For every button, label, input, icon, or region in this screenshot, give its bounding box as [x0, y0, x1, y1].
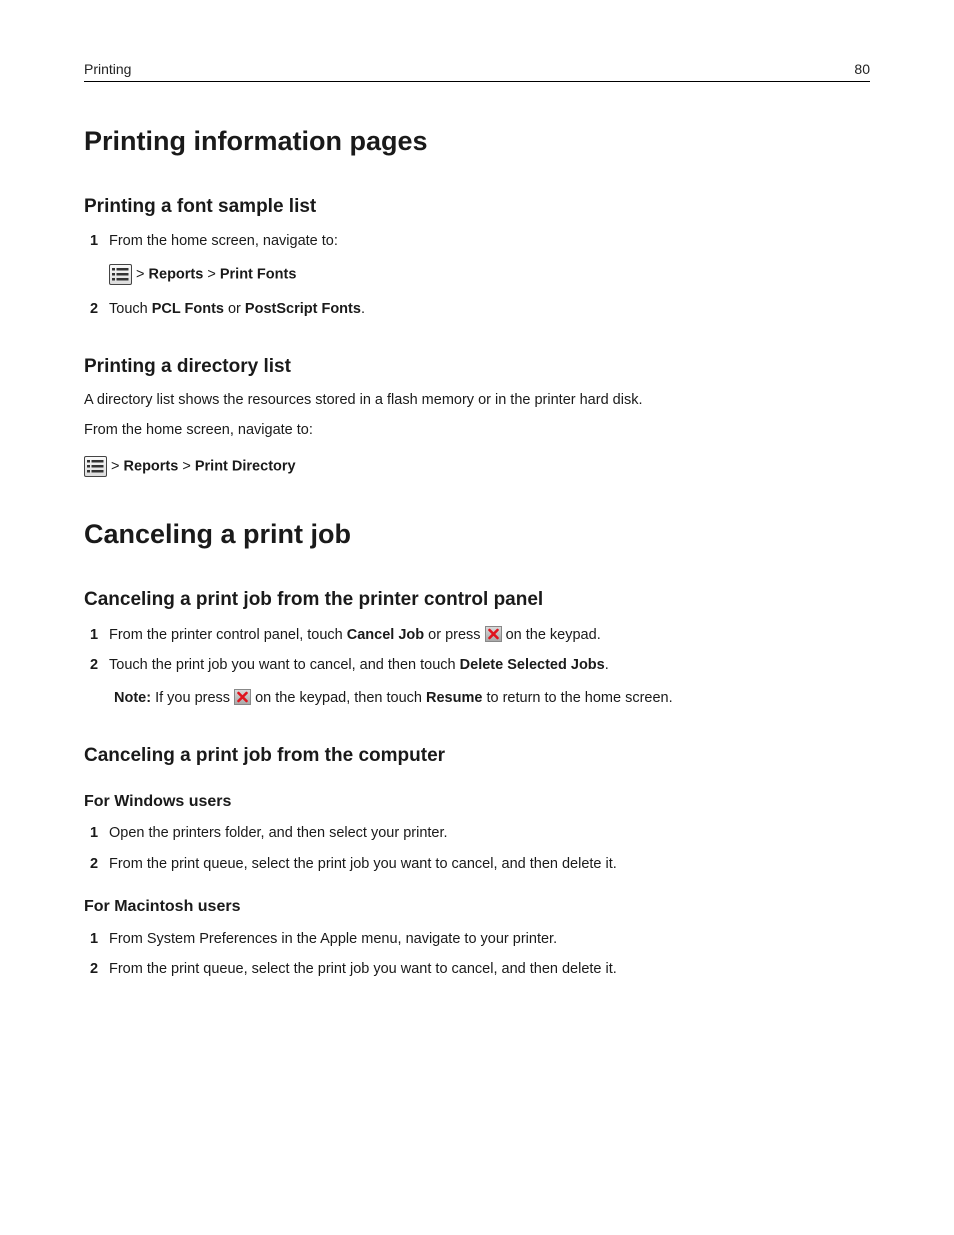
step-text: Touch the print job you want to cancel, and then touch Delete Selected Jobs. — [109, 657, 609, 673]
path-separator: > — [107, 458, 124, 475]
cancel-job-label: Cancel Job — [346, 627, 425, 643]
step-text: From the printer control panel, touch Cancel Job or press on the keypad. — [109, 627, 601, 643]
heading-macintosh-users: For Macintosh users — [84, 898, 241, 915]
paragraph: A directory list shows the resources stored in a flash memory or in the printer hard disk. — [84, 392, 643, 408]
path-print-fonts: Print Fonts — [219, 266, 297, 283]
stop-x-icon — [234, 689, 251, 705]
section-title-information-pages: Printing information pages — [84, 126, 428, 156]
note-label: Note: — [114, 690, 152, 706]
delete-selected-jobs-label: Delete Selected Jobs — [459, 657, 605, 673]
step-number: 1 — [90, 627, 99, 643]
subsection-title-directory-list: Printing a directory list — [84, 356, 291, 377]
step-text: Touch PCL Fonts or PostScript Fonts. — [109, 301, 365, 317]
pcl-fonts-label: PCL Fonts — [151, 301, 224, 317]
path-separator: > — [203, 266, 220, 283]
step-text: From the print queue, select the print job you want to cancel, and then delete it. — [109, 856, 617, 872]
step-text: Open the printers folder, and then select your printer. — [109, 825, 448, 841]
step-text: From System Preferences in the Apple menu, navigate to your printer. — [109, 931, 558, 947]
section-title-canceling: Canceling a print job — [84, 519, 352, 549]
menu-icon — [84, 456, 107, 477]
stop-x-icon — [485, 626, 502, 642]
step-number: 2 — [90, 301, 99, 317]
path-reports: Reports — [123, 458, 179, 475]
subsection-title-computer: Canceling a print job from the computer — [84, 745, 446, 766]
path-separator: > — [132, 266, 149, 283]
header-rule — [84, 81, 870, 82]
running-header-section: Printing — [84, 61, 132, 77]
page-number: 80 — [854, 61, 870, 77]
heading-windows-users: For Windows users — [84, 793, 232, 810]
navigation-path-fonts — [109, 264, 296, 285]
step-number: 2 — [90, 961, 99, 977]
navigation-path-directory — [84, 456, 296, 477]
path-separator: > — [178, 458, 195, 475]
resume-label: Resume — [426, 690, 483, 706]
step-text: From the print queue, select the print job you want to cancel, and then delete it. — [109, 961, 617, 977]
step-number: 1 — [90, 825, 99, 841]
subsection-title-control-panel: Canceling a print job from the printer control panel — [84, 589, 544, 610]
step-number: 2 — [90, 657, 99, 673]
step-number: 1 — [90, 233, 99, 249]
step-text: From the home screen, navigate to: — [109, 233, 338, 249]
paragraph: From the home screen, navigate to: — [84, 422, 313, 438]
postscript-fonts-label: PostScript Fonts — [244, 301, 361, 317]
subsection-title-font-list: Printing a font sample list — [84, 196, 317, 217]
path-print-directory: Print Directory — [194, 458, 296, 475]
step-number: 1 — [90, 931, 99, 947]
menu-icon — [109, 264, 132, 285]
step-number: 2 — [90, 856, 99, 872]
note: Note: If you press on the keypad, then touch Resume to return to the home screen. — [114, 690, 673, 706]
path-reports: Reports — [148, 266, 204, 283]
